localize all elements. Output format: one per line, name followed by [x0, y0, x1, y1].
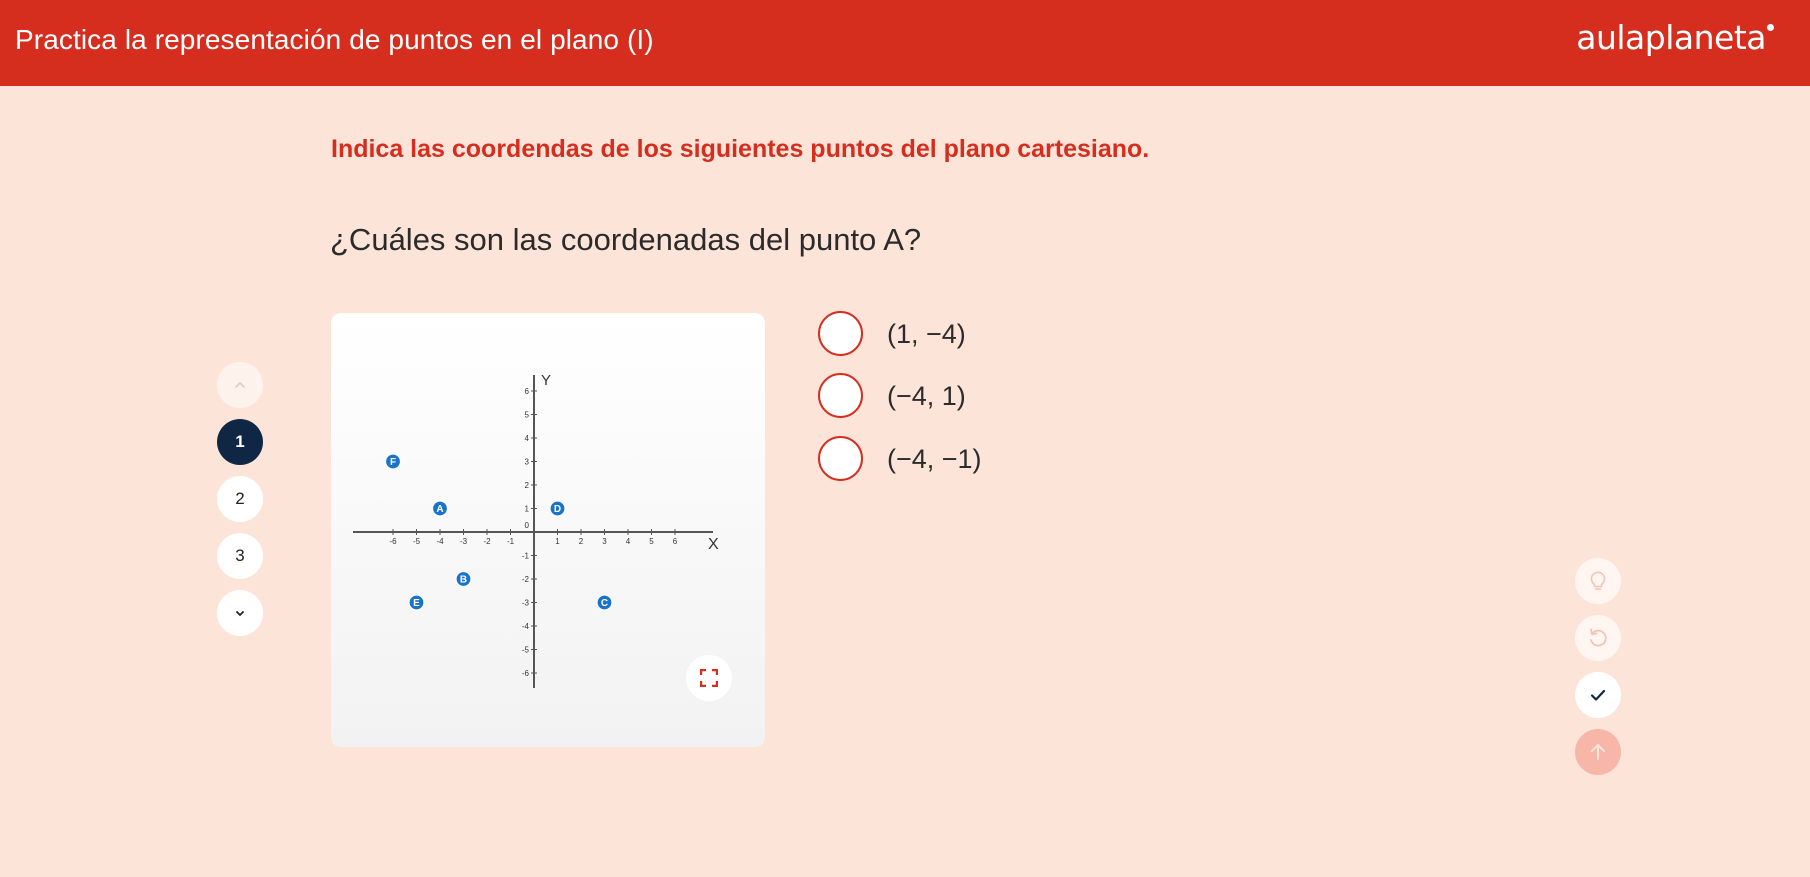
x-tick-label: -1: [506, 537, 515, 546]
reset-button[interactable]: [1575, 615, 1621, 661]
arrow-up-icon: [1586, 740, 1610, 764]
point-e: [409, 595, 424, 610]
logo-text: aulaplaneta: [1576, 18, 1766, 57]
y-tick-label: 3: [524, 457, 529, 467]
answer-option-2[interactable]: [818, 373, 1158, 421]
chevron-down-icon: [232, 605, 248, 621]
x-tick-label: 4: [625, 537, 631, 546]
point-label: B: [459, 574, 468, 586]
question-text: ¿Cuáles son las coordenadas del punto A?: [330, 222, 922, 257]
x-tick-label: -5: [412, 537, 421, 546]
instruction-text: Indica las coordendas de los siguientes puntos del plano cartesiano.: [331, 135, 1150, 163]
x-tick-label: 1: [555, 537, 560, 546]
y-tick-label: 5: [524, 410, 529, 420]
scroll-top-button[interactable]: [1575, 729, 1621, 775]
chevron-up-icon: [232, 377, 248, 393]
point-label: D: [553, 504, 562, 516]
nav-down-button[interactable]: [217, 590, 263, 636]
radio-button[interactable]: [818, 436, 863, 481]
point-d: [550, 501, 565, 516]
nav-up-button[interactable]: [217, 362, 263, 408]
header-bar: [0, 0, 1810, 86]
point-c: [597, 595, 612, 610]
expand-icon: [700, 669, 718, 687]
cartesian-plane-figure: [331, 313, 765, 747]
page-title: Practica la representación de puntos en el plano (I): [15, 24, 654, 55]
point-label: C: [600, 598, 609, 610]
option-label: (−4, −1): [887, 444, 982, 474]
y-tick-label: 1: [524, 504, 529, 514]
point-f: [386, 454, 401, 469]
y-tick-label: -5: [521, 645, 529, 655]
reset-icon: [1586, 626, 1610, 650]
origin-tick-label: 0: [524, 521, 529, 530]
x-tick-label: -2: [483, 537, 491, 546]
y-tick-label: 6: [524, 387, 529, 396]
x-tick-label: 3: [602, 537, 607, 546]
check-icon: [1586, 683, 1610, 707]
y-tick-label: -2: [521, 575, 529, 584]
point-b: [456, 572, 471, 587]
y-tick-label: -3: [521, 598, 529, 608]
option-label: (1, −4): [887, 319, 966, 349]
nav-question-1[interactable]: 1: [217, 419, 263, 465]
x-axis-label: X: [708, 536, 719, 553]
x-tick-label: 6: [672, 537, 678, 546]
point-label: E: [413, 598, 420, 610]
point-label: F: [389, 457, 397, 469]
aulaplaneta-logo[interactable]: [1576, 18, 1766, 58]
y-axis-label: Y: [541, 372, 552, 389]
option-label: (−4, 1): [887, 381, 966, 411]
x-tick-label: 2: [578, 537, 584, 546]
y-tick-label: 4: [524, 434, 529, 443]
answer-option-1[interactable]: [818, 311, 1158, 359]
lightbulb-icon: [1586, 569, 1610, 593]
logo-dot: [1767, 24, 1774, 31]
hint-button[interactable]: [1575, 558, 1621, 604]
x-tick-label: -6: [389, 537, 397, 546]
answer-option-3[interactable]: [818, 436, 1158, 484]
nav-question-3[interactable]: 3: [217, 533, 263, 579]
expand-image-button[interactable]: [686, 655, 732, 701]
y-tick-label: -4: [521, 622, 529, 631]
point-label: A: [436, 504, 444, 516]
radio-button[interactable]: [818, 311, 863, 356]
y-tick-label: -1: [521, 551, 529, 561]
nav-question-2[interactable]: 2: [217, 476, 263, 522]
y-tick-label: -6: [521, 669, 529, 678]
x-tick-label: -3: [459, 537, 468, 546]
check-answer-button[interactable]: [1575, 672, 1621, 718]
x-tick-label: -4: [436, 537, 444, 546]
radio-button[interactable]: [818, 373, 863, 418]
x-tick-label: 5: [649, 537, 654, 546]
point-a: [433, 501, 448, 516]
y-tick-label: 2: [524, 481, 529, 490]
